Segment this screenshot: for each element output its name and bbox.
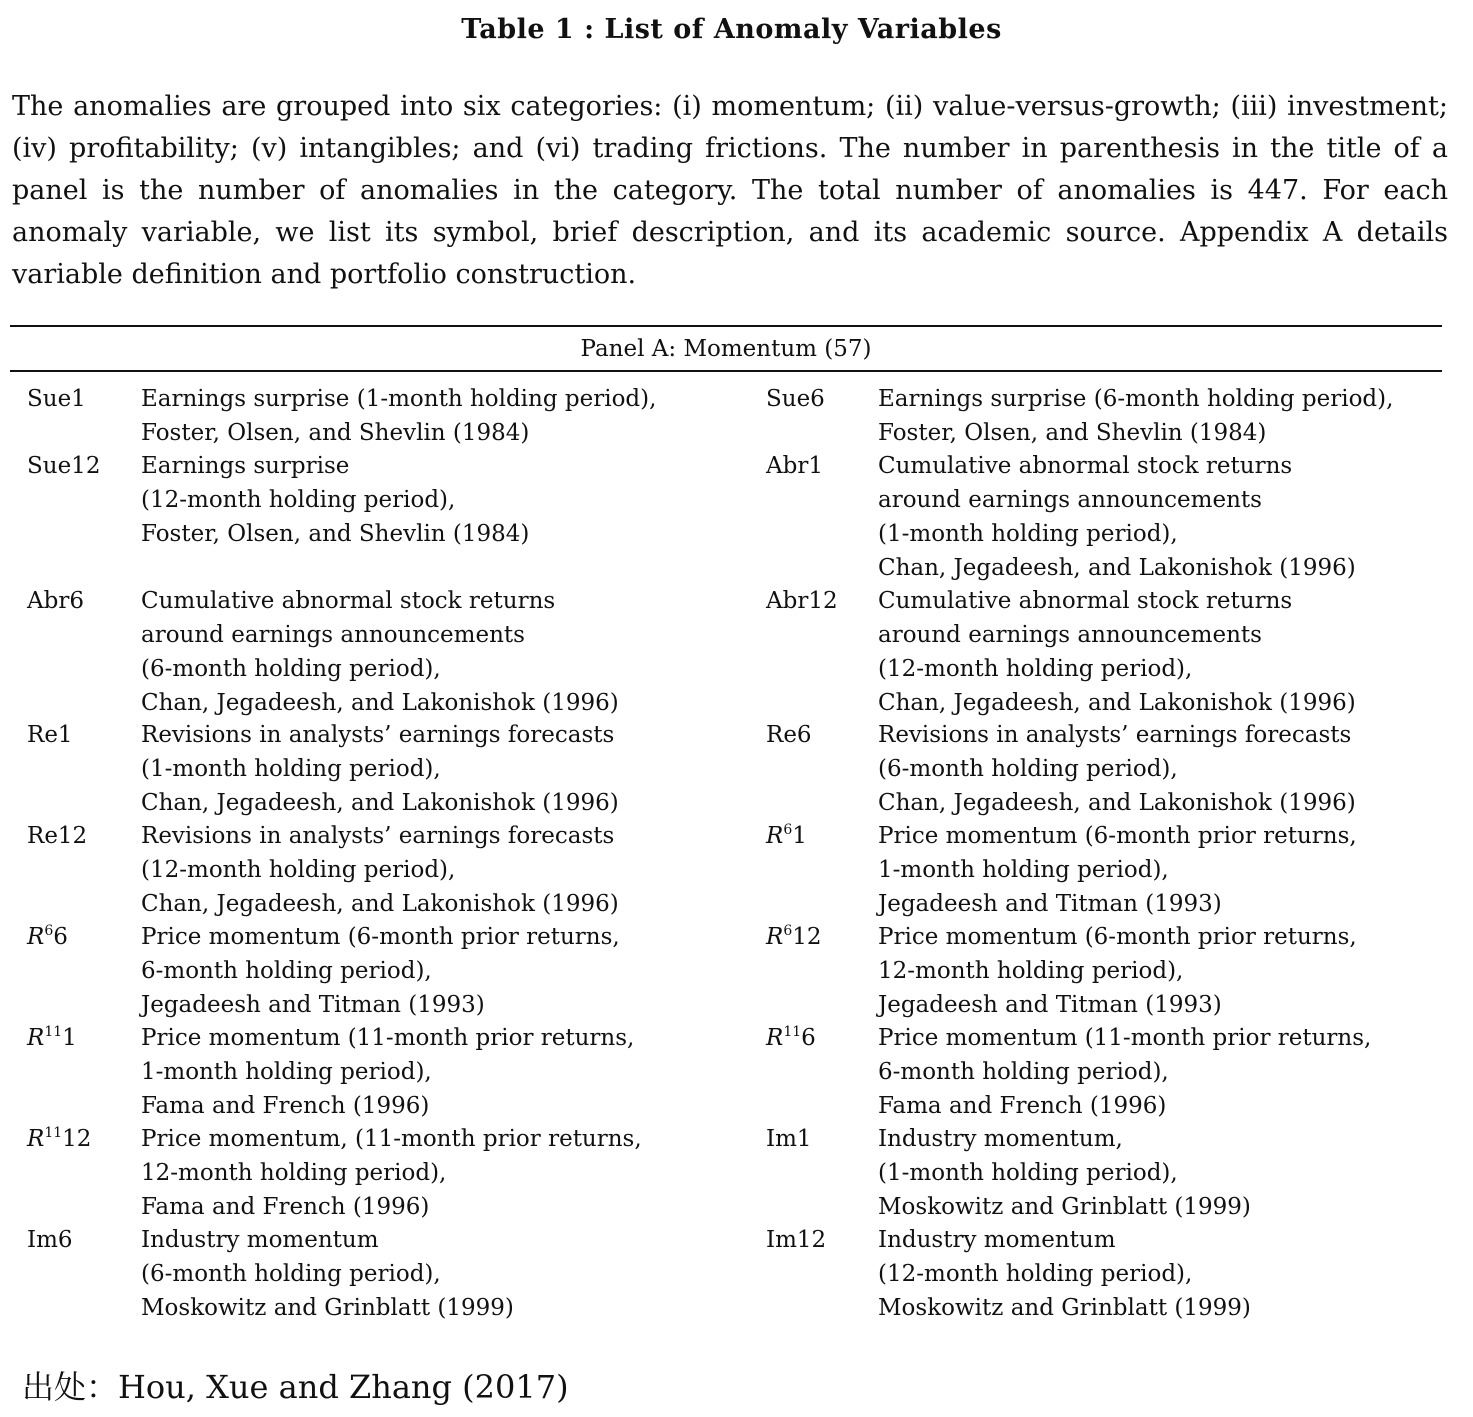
description-line: Cumulative abnormal stock returns	[141, 588, 556, 614]
description-line: Chan, Jegadeesh, and Lakonishok (1996)	[878, 790, 1356, 816]
anomaly-symbol: Im6	[27, 1227, 73, 1253]
description-line: Price momentum, (11-month prior returns,	[141, 1126, 642, 1152]
anomaly-description	[141, 718, 619, 820]
symbol-superscript: 11	[783, 1024, 802, 1040]
description-line: Price momentum (11-month prior returns,	[141, 1025, 635, 1051]
anomaly-symbol: Sue12	[27, 453, 101, 479]
description-line: (6-month holding period),	[878, 756, 1178, 782]
description-line: Price momentum (6-month prior returns,	[878, 823, 1357, 849]
anomaly-description	[878, 920, 1357, 1022]
anomaly-description	[878, 584, 1356, 720]
anomaly-symbol: Re12	[27, 823, 88, 849]
anomaly-symbol	[766, 1021, 816, 1055]
anomaly-description	[878, 382, 1393, 450]
description-line: 6-month holding period),	[141, 958, 432, 984]
anomaly-symbol: Im1	[766, 1126, 812, 1152]
panel-title: Panel A: Momentum (57)	[580, 336, 872, 362]
description-line: Industry momentum,	[878, 1126, 1123, 1152]
description-line: (12-month holding period),	[878, 656, 1193, 682]
description-line: around earnings announcements	[878, 622, 1262, 648]
description-line: Earnings surprise	[141, 453, 350, 479]
description-line: Chan, Jegadeesh, and Lakonishok (1996)	[878, 555, 1356, 581]
table-caption: The anomalies are grouped into six categories: (i) momentum; (ii) value-versus-growth; (iii) investment; (iv) profitability; (v) intangibles; and (vi) trading frictions. The number in parenthesis in the title of a panel is the number of anomalies in the category. The total number of anomalies is 447. For each anomaly variable, we list its symbol, brief description, and its academic source. Appendix A details variable definition and portfolio construction.	[12, 91, 1448, 290]
symbol-base: R	[766, 1025, 784, 1051]
symbol-superscript: 6	[783, 822, 793, 838]
description-line: 6-month holding period),	[878, 1059, 1169, 1085]
symbol-suffix: 12	[792, 924, 822, 950]
anomaly-symbol: Im12	[766, 1227, 827, 1253]
source-note: 出处：Hou, Xue and Zhang (2017)	[22, 1368, 569, 1406]
anomaly-symbol: Abr12	[766, 588, 838, 614]
description-line: Cumulative abnormal stock returns	[878, 453, 1293, 479]
description-line: Foster, Olsen, and Shevlin (1984)	[141, 521, 530, 547]
anomaly-description	[878, 1122, 1251, 1224]
anomaly-description	[141, 1223, 514, 1325]
description-line: Price momentum (6-month prior returns,	[141, 924, 620, 950]
description-line: Revisions in analysts’ earnings forecasts	[141, 823, 615, 849]
description-line: Foster, Olsen, and Shevlin (1984)	[141, 420, 530, 446]
anomaly-description	[878, 1021, 1371, 1123]
description-line: Chan, Jegadeesh, and Lakonishok (1996)	[141, 790, 619, 816]
anomaly-description	[878, 819, 1357, 921]
anomaly-description	[141, 382, 656, 450]
symbol-base: R	[27, 1025, 45, 1051]
description-line: (12-month holding period),	[141, 487, 456, 513]
description-line: Fama and French (1996)	[141, 1194, 430, 1220]
description-line: 12-month holding period),	[141, 1160, 447, 1186]
anomaly-symbol	[766, 920, 822, 954]
description-line: 1-month holding period),	[141, 1059, 432, 1085]
description-line: Cumulative abnormal stock returns	[878, 588, 1293, 614]
symbol-suffix: 1	[62, 1025, 77, 1051]
anomaly-symbol: Re6	[766, 722, 812, 748]
anomaly-symbol	[27, 1122, 91, 1156]
description-line: Chan, Jegadeesh, and Lakonishok (1996)	[141, 690, 619, 716]
symbol-suffix: 12	[62, 1126, 92, 1152]
description-line: Revisions in analysts’ earnings forecasts	[141, 722, 615, 748]
description-line: Jegadeesh and Titman (1993)	[141, 992, 485, 1018]
symbol-suffix: 1	[792, 823, 807, 849]
anomaly-symbol	[27, 1021, 77, 1055]
description-line: (6-month holding period),	[141, 1261, 441, 1287]
description-line: Foster, Olsen, and Shevlin (1984)	[878, 420, 1267, 446]
symbol-superscript: 6	[44, 923, 54, 939]
symbol-superscript: 11	[44, 1024, 63, 1040]
anomaly-description	[878, 718, 1356, 820]
description-line: around earnings announcements	[141, 622, 525, 648]
symbol-superscript: 6	[783, 923, 793, 939]
description-line: Industry momentum	[878, 1227, 1116, 1253]
description-line: Chan, Jegadeesh, and Lakonishok (1996)	[141, 891, 619, 917]
anomaly-symbol	[27, 920, 68, 954]
symbol-suffix: 6	[53, 924, 68, 950]
anomaly-description	[878, 1223, 1251, 1325]
symbol-suffix: 6	[801, 1025, 816, 1051]
description-line: Earnings surprise (1-month holding period),	[141, 386, 657, 412]
description-line: Moskowitz and Grinblatt (1999)	[878, 1295, 1251, 1321]
description-line: (1-month holding period),	[878, 521, 1178, 547]
panel-rule	[10, 370, 1442, 372]
description-line: Revisions in analysts’ earnings forecasts	[878, 722, 1352, 748]
anomaly-symbol: Abr1	[766, 453, 823, 479]
description-line: (12-month holding period),	[141, 857, 456, 883]
top-rule	[10, 325, 1442, 327]
anomaly-symbol	[766, 819, 807, 853]
description-line: Jegadeesh and Titman (1993)	[878, 891, 1222, 917]
description-line: (6-month holding period),	[141, 656, 441, 682]
description-line: (1-month holding period),	[141, 756, 441, 782]
anomaly-symbol: Re1	[27, 722, 73, 748]
description-line: (1-month holding period),	[878, 1160, 1178, 1186]
description-line: Price momentum (11-month prior returns,	[878, 1025, 1372, 1051]
table-title: Table 1 : List of Anomaly Variables	[461, 14, 1002, 45]
anomaly-symbol: Sue1	[27, 386, 86, 412]
description-line: (12-month holding period),	[878, 1261, 1193, 1287]
description-line: Price momentum (6-month prior returns,	[878, 924, 1357, 950]
description-line: Fama and French (1996)	[878, 1093, 1167, 1119]
anomaly-description	[141, 584, 619, 720]
anomaly-description	[878, 449, 1356, 585]
anomaly-description	[141, 449, 529, 551]
anomaly-symbol: Abr6	[27, 588, 84, 614]
description-line: Moskowitz and Grinblatt (1999)	[141, 1295, 514, 1321]
symbol-base: R	[27, 1126, 45, 1152]
symbol-base: R	[27, 924, 45, 950]
symbol-base: R	[766, 823, 784, 849]
symbol-base: R	[766, 924, 784, 950]
anomaly-description	[141, 1122, 642, 1224]
description-line: Chan, Jegadeesh, and Lakonishok (1996)	[878, 690, 1356, 716]
description-line: 1-month holding period),	[878, 857, 1169, 883]
description-line: Industry momentum	[141, 1227, 379, 1253]
description-line: around earnings announcements	[878, 487, 1262, 513]
description-line: Earnings surprise (6-month holding period),	[878, 386, 1394, 412]
description-line: Fama and French (1996)	[141, 1093, 430, 1119]
anomaly-description	[141, 1021, 634, 1123]
anomaly-description	[141, 920, 620, 1022]
anomaly-description	[141, 819, 619, 921]
description-line: Moskowitz and Grinblatt (1999)	[878, 1194, 1251, 1220]
symbol-superscript: 11	[44, 1125, 63, 1141]
description-line: Jegadeesh and Titman (1993)	[878, 992, 1222, 1018]
description-line: 12-month holding period),	[878, 958, 1184, 984]
anomaly-symbol: Sue6	[766, 386, 825, 412]
